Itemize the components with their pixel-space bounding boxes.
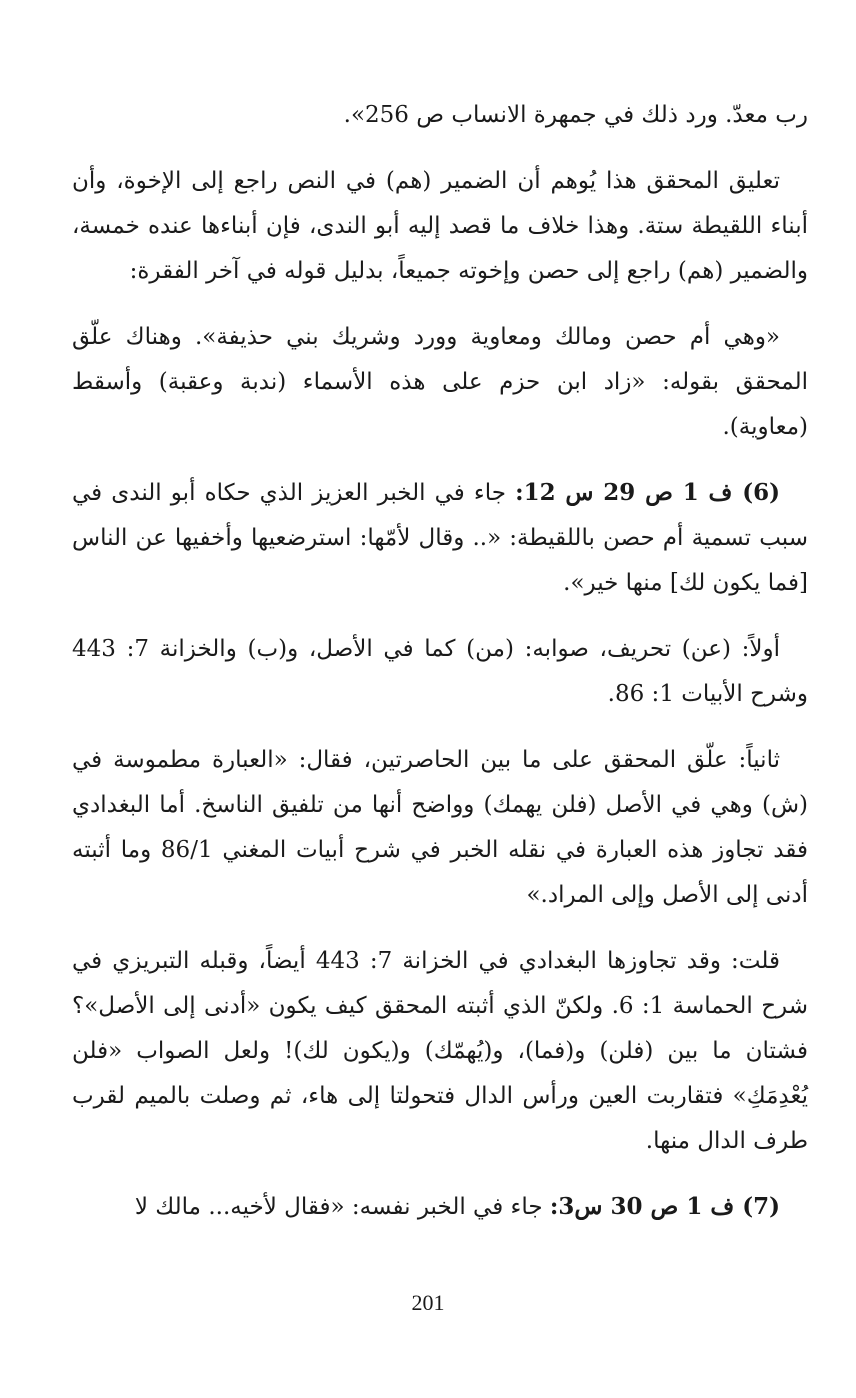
paragraph-4 — [72, 470, 808, 606]
paragraph-3 — [72, 314, 808, 450]
paragraph-4-text: جاء في الخبر العزيز الذي حكاه أبو الندى في سبب تسمية أم حصن باللقيطة: «.. وقال لأمّها: استرضعيها وأخفيها عن الناس [فما يكون لك] منها خير». — [72, 480, 808, 596]
paragraph-2 — [72, 158, 808, 294]
paragraph-1-text: رب معدّ. ورد ذلك في جمهرة الانساب ص 256». — [343, 102, 808, 128]
page-body — [72, 92, 808, 1250]
paragraph-6-text: ثانياً: علّق المحقق على ما بين الحاصرتين، فقال: «العبارة مطموسة في (ش) وهي في الأصل (فلن يهمك) وواضح أنها من تلفيق الناسخ. أما البغدادي فقد تجاوز هذه العبارة في نقله الخبر في شرح أبيات المغني 86/1 وما أثبته أدنى إلى الأصل وإلى المراد.» — [72, 747, 809, 908]
paragraph-3-text: «وهي أم حصن ومالك ومعاوية وورد وشريك بني حذيفة». وهناك علّق المحقق بقوله: «زاد ابن حزم على هذه الأسماء (ندبة وعقبة) وأسقط (معاوية). — [72, 324, 808, 440]
paragraph-5-text: أولاً: (عن) تحريف، صوابه: (من) كما في الأصل، و(ب) والخزانة 7: 443 وشرح الأبيات 1: 86. — [72, 636, 808, 707]
paragraph-4-lead: (6) ف 1 ص 29 س 12: — [515, 479, 780, 506]
paragraph-6 — [72, 737, 808, 918]
paragraph-2-text: تعليق المحقق هذا يُوهم أن الضمير (هم) في النص راجع إلى الإخوة، وأن أبناء اللقيطة ستة. وهذا خلاف ما قصد إليه أبو الندى، فإن أبناءها عنده خمسة، والضمير (هم) راجع إلى حصن وإخوته جميعاً، بدليل قوله في آخر الفقرة: — [72, 168, 808, 284]
paragraph-8-text: جاء في الخبر نفسه: «فقال لأخيه... مالك لا — [134, 1194, 543, 1220]
paragraph-7-text: قلت: وقد تجاوزها البغدادي في الخزانة 7: 443 أيضاً، وقبله التبريزي في شرح الحماسة 1: 6. ولكنّ الذي أثبته المحقق كيف يكون «أدنى إلى الأصل»؟ فشتان ما بين (فلن) و(فما)، و(يُهمّك) و(يكون لك)! ولعل الصواب «فلن يُعْدِمَكِ» فتقاربت العين ورأس الدال فتحولتا إلى هاء، ثم وصلت بالميم لقرب طرف الدال منها. — [72, 948, 808, 1154]
paragraph-7 — [72, 938, 808, 1164]
paragraph-5 — [72, 626, 808, 717]
paragraph-8-lead: (7) ف 1 ص 30 س3: — [549, 1193, 780, 1220]
paragraph-1 — [72, 92, 808, 138]
paragraph-8 — [72, 1184, 808, 1230]
page-number: 201 — [411, 1290, 445, 1315]
